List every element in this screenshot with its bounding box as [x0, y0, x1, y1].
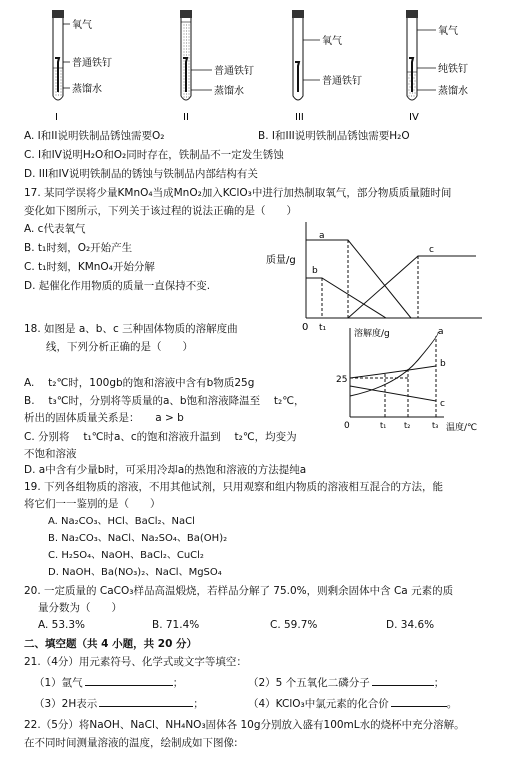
q18-option-c: C. 分别将 t₁℃时a、c的饱和溶液升温到 t₂℃，均变为: [24, 431, 297, 443]
tube-label: 氧气: [72, 20, 92, 31]
q19-stem-line1: 19. 下列各组物质的溶液，不用其他试剂，只用观察和组内物质的溶液相互混合的方法，能: [24, 481, 444, 493]
q20-stem-line1: 20. 一定质量的 CaCO₃样品高温煅烧，若样品分解了 75.0%，则剩余固体中含 Ca 元素的质: [24, 585, 454, 597]
q21-item-4: （4）KClO₃中氯元素的化合价 。: [248, 698, 458, 710]
q18-option-b: B. t₃℃时，分别将等质量的a、b饱和溶液降温至 t₂℃，: [24, 395, 305, 407]
q21-item-1: （1）氩气 ；: [34, 677, 184, 689]
q18-ylabel: 溶解度/g: [354, 329, 390, 339]
tube-label: 纯铁钉: [438, 64, 468, 75]
q17-option-a: A. c代表氧气: [24, 223, 86, 235]
q20-option-b: B. 71.4%: [152, 619, 200, 631]
q17-series-c: c: [429, 245, 434, 255]
q20-option-c: C. 59.7%: [270, 619, 318, 631]
q21-item-3: （3）2H表示 ；: [34, 698, 204, 710]
tube-number: IV: [409, 112, 419, 123]
test-tube-III: [292, 10, 362, 123]
q18-origin: 0: [344, 421, 350, 431]
q18-option-b-cont: 析出的固体质量关系是： a > b: [24, 412, 184, 424]
q17-mass-time-graph: [266, 218, 486, 333]
stopper: [180, 10, 192, 18]
q17-option-b: B. t₁时刻，O₂开始产生: [24, 242, 133, 254]
q17-ylabel: 质量/g: [266, 255, 296, 266]
q19-option-a: A. Na₂CO₃、HCl、BaCl₂、NaCl: [48, 516, 195, 527]
q18-series-b: b: [440, 359, 446, 369]
q18-xtick-t3: t₃: [432, 421, 439, 430]
q18-solubility-graph: [336, 322, 496, 434]
tube-label: 普通铁钉: [72, 58, 112, 69]
test-tubes-figure: [0, 0, 521, 125]
tube-number: II: [183, 112, 189, 123]
q20-option-d: D. 34.6%: [386, 619, 435, 631]
q17-option-d: D. 起催化作用物质的质量一直保持不变.: [24, 280, 211, 292]
q17-stem-line2: 变化如下图所示，下列关于该过程的说法正确的是（ ）: [24, 205, 297, 217]
q19-stem-line2: 将它们一一鉴别的是（ ）: [24, 498, 161, 510]
q18-xtick-t1: t₁: [380, 421, 387, 430]
q18-xlabel: 温度/℃: [446, 423, 478, 433]
q17-stem-line1: 17. 某同学误将少量KMnO₄当成MnO₂加入KClO₃中进行加热制取氧气，部分物质质量随时间: [24, 187, 452, 199]
q21-item-2: （2）5 个五氧化二磷分子 ；: [248, 677, 445, 689]
stopper: [52, 10, 64, 18]
tube-label: 蒸馏水: [72, 84, 102, 95]
tube-label: 普通铁钉: [322, 76, 362, 87]
tube-number: I: [55, 112, 58, 123]
q17-series-a: a: [319, 231, 325, 241]
tube-number: III: [295, 112, 304, 123]
q20-option-a: A. 53.3%: [38, 619, 86, 631]
test-tube-IV: [406, 10, 468, 123]
test-tube-I: [52, 10, 112, 123]
stopper: [292, 10, 304, 18]
q17-xtick-t1: t₁: [319, 323, 327, 333]
q18-option-c-cont: 不饱和溶液: [24, 448, 77, 460]
test-tube-II: [180, 10, 254, 123]
q16-option-a: A. I和II说明铁制品锈蚀需要O₂: [24, 130, 165, 142]
q17-origin: 0: [302, 322, 309, 333]
q20-stem-line2: 量分数为（ ）: [38, 602, 122, 614]
q16-option-b: B. I和III说明铁制品锈蚀需要H₂O: [258, 130, 410, 142]
q19-option-b: B. Na₂CO₃、NaCl、Na₂SO₄、Ba(OH)₂: [48, 533, 228, 544]
nail-icon: [295, 62, 299, 92]
q18-option-d: D. a中含有少量b时，可采用冷却a的热饱和溶液的方法提纯a: [24, 464, 307, 476]
q22-stem-line1: 22.（5分）将NaOH、NaCl、NH₄NO₃固体各 10g分别放入盛有100mL水的烧杯中充分溶解。: [24, 719, 465, 731]
q18-y25: 25: [336, 375, 348, 385]
q18-stem-line1: 18. 如图是 a、b、c 三种固体物质的溶解度曲: [24, 323, 238, 335]
q22-stem-line2: 在不同时间测量溶液的温度，绘制成如下图像:: [24, 737, 238, 749]
q18-stem-line2: 线，下列分析正确的是（ ）: [46, 341, 193, 353]
q16-option-c: C. I和IV说明H₂O和O₂同时存在，铁制品不一定发生锈蚀: [24, 149, 284, 161]
q18-xtick-t2: t₂: [404, 421, 411, 430]
q19-option-c: C. H₂SO₄、NaOH、BaCl₂、CuCl₂: [48, 550, 204, 561]
q21-stem: 21.（4分）用元素符号、化学式或文字等填空：: [24, 656, 247, 668]
section-heading: 二、填空题（共 4 小题，共 20 分）: [24, 638, 198, 650]
q18-series-c: c: [440, 399, 445, 409]
stopper: [406, 10, 418, 18]
tube-label: 普通铁钉: [214, 66, 254, 77]
tube-label: 氧气: [322, 36, 342, 47]
q18-series-a: a: [438, 327, 444, 337]
tube-label: 氧气: [438, 26, 458, 37]
q16-option-d: D. III和IV说明铁制品的锈蚀与铁制品内部结构有关: [24, 168, 258, 180]
tube-label: 蒸馏水: [214, 86, 244, 97]
q17-option-c: C. t₁时刻，KMnO₄开始分解: [24, 261, 155, 273]
q17-series-b: b: [312, 266, 318, 276]
q19-option-d: D. NaOH、Ba(NO₃)₂、NaCl、MgSO₄: [48, 567, 222, 578]
q18-option-a: A. t₂℃时，100gb的饱和溶液中含有b物质25g: [24, 377, 255, 389]
tube-label: 蒸馏水: [438, 86, 468, 97]
